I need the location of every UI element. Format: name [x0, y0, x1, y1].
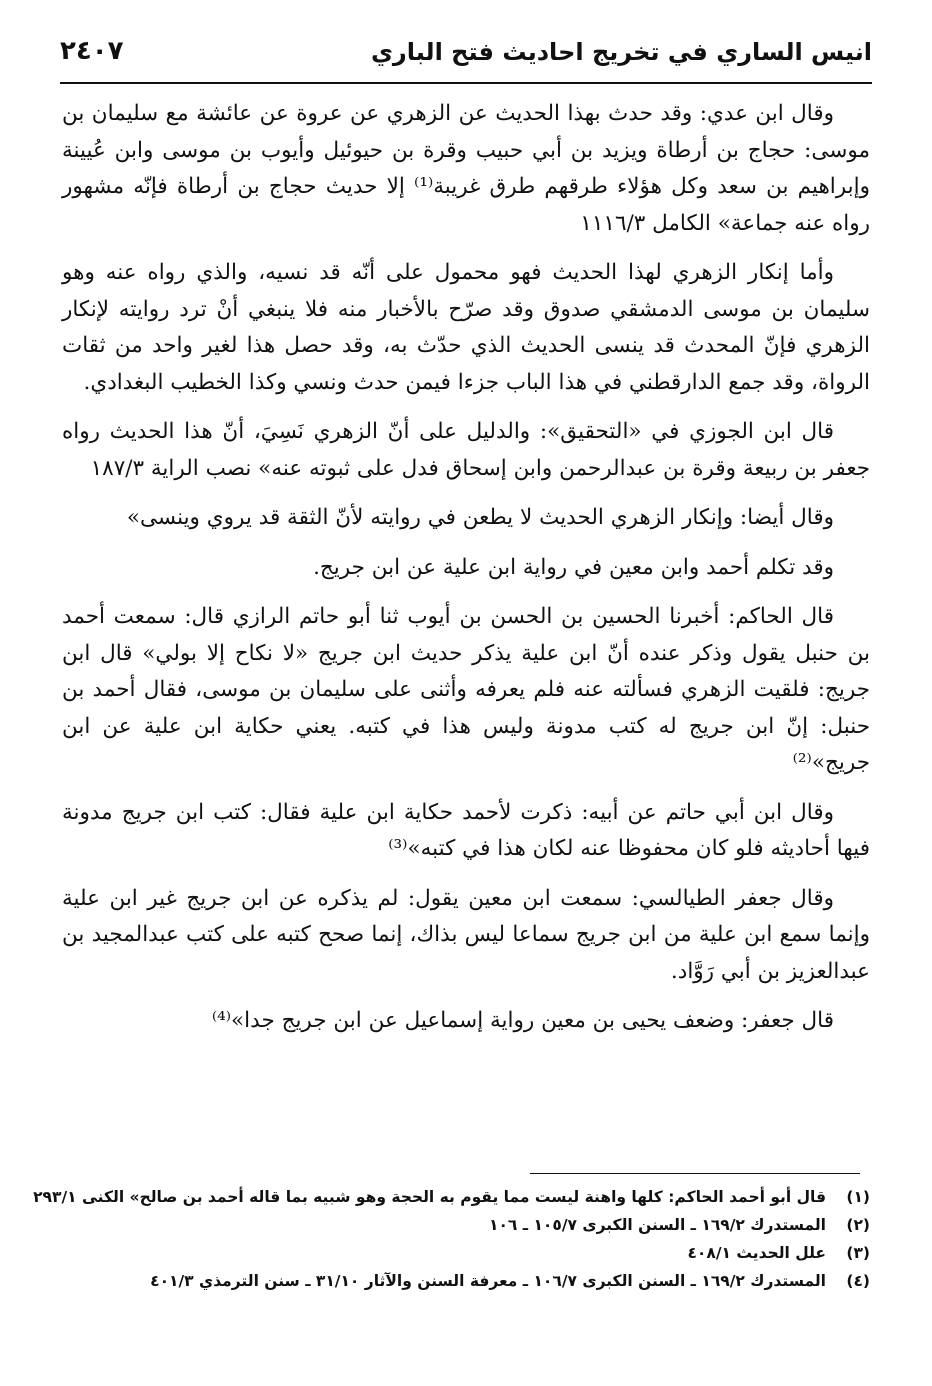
header-rule — [60, 82, 872, 84]
footnote — [62, 1211, 870, 1239]
main-text — [62, 96, 870, 1053]
paragraph: وقد تكلم أحمد وابن معين في رواية ابن علية عن ابن جريج. — [313, 554, 834, 580]
footnote — [33, 1183, 870, 1211]
paragraph: وأما إنكار الزهري لهذا الحديث فهو محمول على أنّه قد نسيه، والذي رواه عنه وهو سليمان بن موسى الدمشقي صدوق وقد صرّح بالأخبار منه فلا ينبغي أنْ ترد روايته لإنكار الزهري فإنّ المحدث قد ينسى الحديث الذي حدّث به، وقد حصل هذا لغير واحد من ثقات الرواة، وقد جمع الدارقطني في هذا الباب جزءا فيمن حدث ونسي وكذا الخطيب البغدادي. — [62, 260, 870, 395]
book-title: انيس الساري في تخريج احاديث فتح الباري — [370, 38, 872, 66]
paragraph: قال الحاكم: أخبرنا الحسين بن الحسن بن أيوب ثنا أبو حاتم الرازي قال: سمعت أحمد بن حنبل يقول وذكر عنده أنّ ابن علية يذكر حديث ابن جريج «لا نكاح إلا بولي» قال ابن جريج: فلقيت الزهري فسألته عنه فلم يعرفه وأثنى على سليمان بن موسى، فقال أحمد بن حنبل: إنّ ابن جريج له كتب مدونة وليس هذا في كتبه. يعني حكاية ابن علية عن ابن جريج»⁽²⁾ — [62, 604, 870, 775]
footnote-separator — [530, 1173, 860, 1174]
footnote-text: قال أبو أحمد الحاكم: كلها واهنة ليست مما يقوم به الحجة وهو شبيه بما قاله أحمد بن صالح» الكنى ٢٩٣/١ — [33, 1188, 826, 1206]
paragraph: وقال ابن أبي حاتم عن أبيه: ذكرت لأحمد حكاية ابن علية فقال: كتب ابن جريج مدونة فيها أحاديثه فلو كان محفوظا عنه لكان هذا في كتبه»⁽³⁾ — [62, 799, 870, 861]
paragraph: وقال أيضا: وإنكار الزهري الحديث لا يطعن في روايته لأنّ الثقة قد يروي وينسى» — [126, 505, 834, 530]
footnote-number: (٣) — [846, 1244, 870, 1262]
paragraph: قال ابن الجوزي في «التحقيق»: والدليل على أنّ الزهري نَسِيَ، أنّ هذا الحديث رواه جعفر بن ربيعة وقرة بن عبدالرحمن وابن إسحاق فدل على ثبوته عنه» نصب الراية ١٨٧/٣ — [62, 419, 870, 481]
footnote-text: المستدرك ١٦٩/٢ ـ السنن الكبرى ١٠٦/٧ ـ معرفة السنن والآثار ٣١/١٠ ـ سنن الترمذي ٤٠١/٣ — [150, 1272, 826, 1290]
footnote-number: (٢) — [846, 1216, 870, 1234]
paragraph: وقال جعفر الطيالسي: سمعت ابن معين يقول: لم يذكره عن ابن جريج غير ابن علية وإنما سمع ابن علية من ابن جريج سماعا ليس بذاك، إنما صحح كتبه على كتب عبدالمجيد بن عبدالعزيز بن أبي رَوَّاد. — [62, 885, 870, 984]
footnote — [62, 1267, 870, 1295]
paragraph: وقال ابن عدي: وقد حدث بهذا الحديث عن الزهري عن عروة عن عائشة مع سليمان بن موسى: حجاج بن أرطاة ويزيد بن أبي حبيب وقرة بن حيوئيل وأيوب بن موسى وابن عُيينة وإبراهيم بن سعد وكل هؤلاء طرقهم طرق غريبة⁽¹⁾ إلا حديث حجاج بن أرطاة فإنّه مشهور رواه عنه جماعة» الكامل ١١١٦/٣ — [62, 101, 870, 236]
footnotes — [33, 1183, 870, 1295]
footnote-number: (٤) — [846, 1272, 870, 1290]
footnote-text: علل الحديث ٤٠٨/١ — [687, 1244, 826, 1262]
page-number: ٢٤٠٧ — [60, 36, 124, 66]
paragraph: قال جعفر: وضعف يحيى بن معين رواية إسماعيل عن ابن جريج جدا»⁽⁴⁾ — [211, 1008, 834, 1033]
footnote-number: (١) — [846, 1188, 870, 1206]
running-header — [60, 34, 872, 80]
footnote-text: المستدرك ١٦٩/٢ ـ السنن الكبرى ١٠٥/٧ ـ ١٠٦ — [488, 1216, 826, 1234]
footnote — [62, 1239, 870, 1267]
